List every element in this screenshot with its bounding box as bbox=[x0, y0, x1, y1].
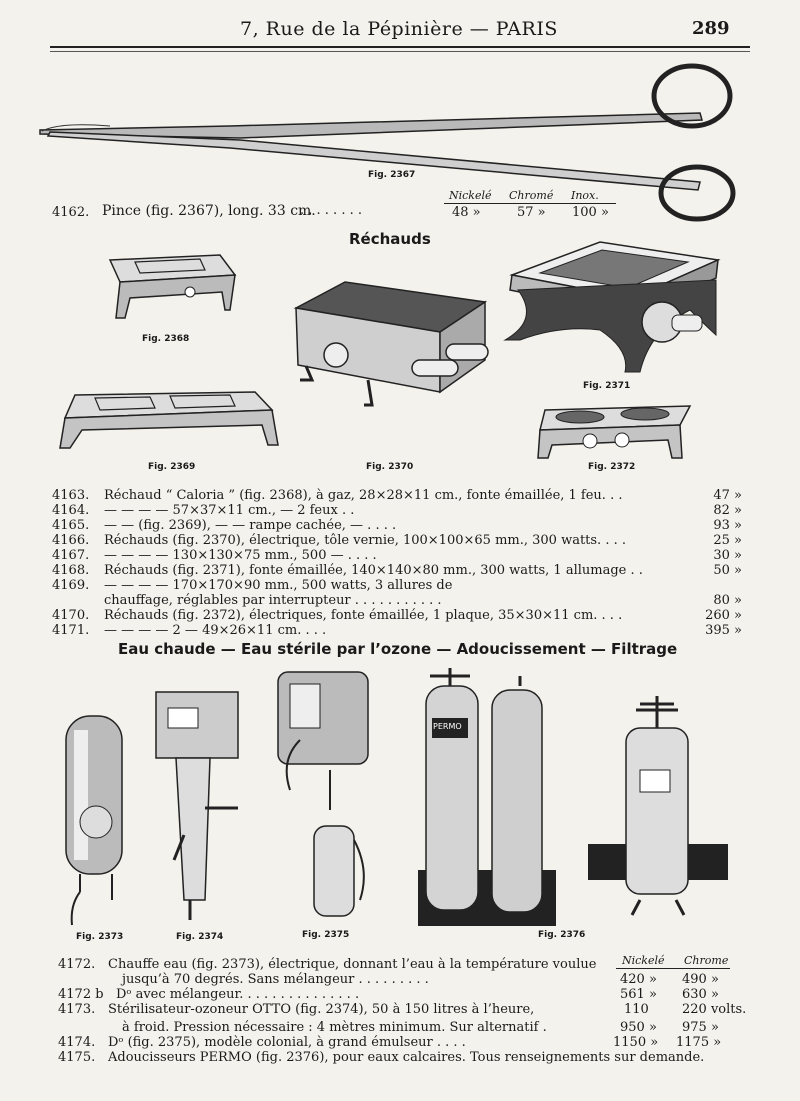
item-price: 50 » bbox=[713, 563, 742, 578]
header-title: 7, Rue de la Pépinière — PARIS bbox=[240, 18, 558, 40]
item-description: Réchauds (fig. 2371), fonte émaillée, 140×140×80 mm., 300 watts, 1 allumage . . bbox=[104, 563, 643, 578]
item-description: jusqu’à 70 degrés. Sans mélangeur . . . . . . . . . bbox=[122, 972, 429, 987]
list-item bbox=[58, 987, 748, 1003]
item-price-nickele: 561 » bbox=[620, 987, 657, 1002]
fig-2372-caption: Fig. 2372 bbox=[588, 462, 636, 472]
item-price: 47 » bbox=[713, 488, 742, 503]
item-price: 82 » bbox=[713, 503, 742, 518]
fig-2367-caption: Fig. 2367 bbox=[368, 170, 416, 180]
item-description: — — — — 57×37×11 cm., — 2 feux . . bbox=[104, 503, 355, 518]
list-item bbox=[58, 1020, 748, 1036]
item-description: chauffage, réglables par interrupteur . . . . . . . . . . . bbox=[104, 593, 442, 608]
col-header-nickele: Nickelé bbox=[622, 954, 665, 967]
permo-label: PERMO bbox=[433, 722, 462, 731]
item-number: 4171. bbox=[52, 623, 90, 638]
list-item bbox=[58, 972, 748, 988]
item-description: — — — — 170×170×90 mm., 500 watts, 3 allures de bbox=[104, 578, 453, 593]
item-price-nickele: 1150 » bbox=[613, 1035, 659, 1050]
item-number: 4168. bbox=[52, 563, 90, 578]
list-item bbox=[58, 1035, 748, 1051]
item-price-chrome: 1175 » bbox=[676, 1035, 722, 1050]
fig-2371-caption: Fig. 2371 bbox=[583, 381, 631, 391]
item-description: — — — — 130×130×75 mm., 500 — . . . . bbox=[104, 548, 377, 563]
fig-2374-caption: Fig. 2374 bbox=[176, 932, 224, 942]
leader-dots: . . . . . . . . bbox=[300, 203, 362, 218]
item-number: 4172 b bbox=[58, 987, 104, 1002]
col-header-chrome: Chrome bbox=[684, 954, 729, 967]
fig-2373-caption: Fig. 2373 bbox=[76, 932, 124, 942]
item-price: 93 » bbox=[713, 518, 742, 533]
item-number: 4172. bbox=[58, 957, 96, 972]
page-number: 289 bbox=[692, 18, 730, 39]
item-description: Dᵒ avec mélangeur. . . . . . . . . . . . . . . bbox=[116, 987, 360, 1002]
item-number: 4166. bbox=[52, 533, 90, 548]
item-number: 4164. bbox=[52, 503, 90, 518]
section-title-rechauds: Réchauds bbox=[349, 230, 431, 248]
price-nickele: 48 » bbox=[452, 205, 481, 220]
item-number: 4170. bbox=[52, 608, 90, 623]
price-chrome: 57 » bbox=[517, 205, 546, 220]
item-description: Réchauds (fig. 2370), électrique, tôle vernie, 100×100×65 mm., 300 watts. . . . bbox=[104, 533, 626, 548]
item-number: 4162. bbox=[52, 205, 90, 220]
item-price-nickele: 110 bbox=[624, 1002, 649, 1017]
item-description: Chauffe eau (fig. 2373), électrique, donnant l’eau à la température voulue bbox=[108, 957, 597, 972]
fig-2369-caption: Fig. 2369 bbox=[148, 462, 196, 472]
item-price: 395 » bbox=[705, 623, 742, 638]
item-number: 4174. bbox=[58, 1035, 96, 1050]
item-price-chrome: 220 volts. bbox=[682, 1002, 747, 1017]
list-item bbox=[58, 957, 748, 973]
list-item bbox=[58, 1050, 748, 1066]
price-inox: 100 » bbox=[572, 205, 609, 220]
item-price-nickele: 420 » bbox=[620, 972, 657, 987]
item-description: Adoucisseurs PERMO (fig. 2376), pour eaux calcaires. Tous renseignements sur demande. bbox=[108, 1050, 705, 1065]
item-price: 260 » bbox=[705, 608, 742, 623]
item-number: 4165. bbox=[52, 518, 90, 533]
item-number: 4167. bbox=[52, 548, 90, 563]
list-item bbox=[58, 1002, 748, 1018]
item-description: à froid. Pression nécessaire : 4 mètres minimum. Sur alternatif . bbox=[122, 1020, 547, 1035]
item-description: Pince (fig. 2367), long. 33 cm. bbox=[102, 203, 316, 219]
item-price-chrome: 490 » bbox=[682, 972, 719, 987]
item-description: — — (fig. 2369), — — rampe cachée, — . . . . bbox=[104, 518, 397, 533]
fig-2376-caption: Fig. 2376 bbox=[538, 930, 586, 940]
fig-2368-caption: Fig. 2368 bbox=[142, 334, 190, 344]
item-price-nickele: 950 » bbox=[620, 1020, 657, 1035]
item-description: Dᵒ (fig. 2375), modèle colonial, à grand émulseur . . . . bbox=[108, 1035, 466, 1050]
fig-2375-caption: Fig. 2375 bbox=[302, 930, 350, 940]
section-title-eau: Eau chaude — Eau stérile par l’ozone — Adoucissement — Filtrage bbox=[118, 640, 678, 658]
item-price-chrome: 975 » bbox=[682, 1020, 719, 1035]
item-description: Réchaud “ Caloria ” (fig. 2368), à gaz, 28×28×11 cm., fonte émaillée, 1 feu. . . bbox=[104, 488, 623, 503]
col-header-chrome: Chromé bbox=[509, 189, 554, 202]
fig-2370-caption: Fig. 2370 bbox=[366, 462, 414, 472]
item-price: 80 » bbox=[713, 593, 742, 608]
item-description: Réchauds (fig. 2372), électriques, fonte émaillée, 1 plaque, 35×30×11 cm. . . . bbox=[104, 608, 623, 623]
item-price: 30 » bbox=[713, 548, 742, 563]
item-number: 4175. bbox=[58, 1050, 96, 1065]
item-description: — — — — 2 — 49×26×11 cm. . . . bbox=[104, 623, 327, 638]
item-number: 4169. bbox=[52, 578, 90, 593]
item-price: 25 » bbox=[713, 533, 742, 548]
col-header-inox: Inox. bbox=[571, 189, 599, 202]
item-number: 4173. bbox=[58, 1002, 96, 1017]
item-price-chrome: 630 » bbox=[682, 987, 719, 1002]
col-header-nickele: Nickelé bbox=[449, 189, 492, 202]
item-description: Stérilisateur-ozoneur OTTO (fig. 2374), 50 à 150 litres à l’heure, bbox=[108, 1002, 535, 1017]
item-number: 4163. bbox=[52, 488, 90, 503]
